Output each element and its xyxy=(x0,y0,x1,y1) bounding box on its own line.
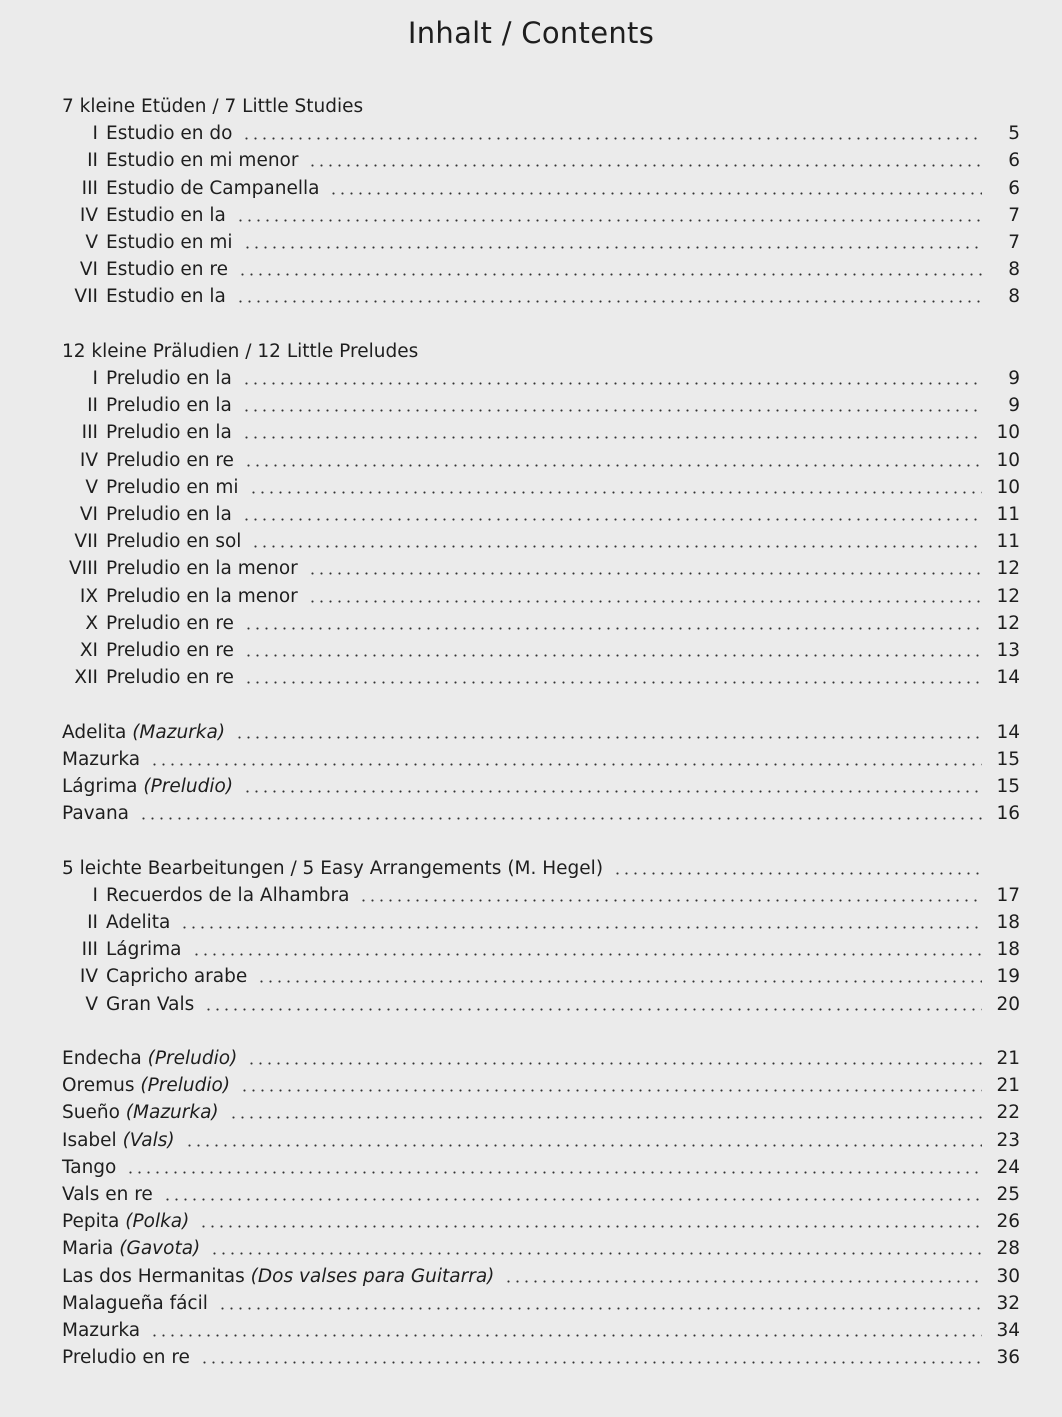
entry-title: Estudio en mi xyxy=(106,232,233,253)
entry-numeral: IV xyxy=(79,449,98,471)
page-number: 22 xyxy=(996,1102,1020,1124)
toc-entry xyxy=(62,720,1020,746)
entry-title: Preludio en la xyxy=(106,422,232,444)
page-number: 17 xyxy=(996,884,1020,906)
page-number: 30 xyxy=(996,1265,1020,1287)
dot-leader xyxy=(242,137,982,140)
page-number: 20 xyxy=(996,993,1020,1015)
toc-entry xyxy=(62,393,1020,419)
section-heading xyxy=(62,856,1020,882)
entry-numeral: VII xyxy=(74,286,98,308)
toc-entry xyxy=(62,148,1020,174)
dot-leader xyxy=(308,600,982,603)
page-number: 19 xyxy=(996,966,1020,988)
toc-entry xyxy=(62,1182,1020,1208)
dot-leader xyxy=(163,1198,982,1201)
page-number: 8 xyxy=(1008,286,1020,308)
section-heading xyxy=(62,94,1020,120)
dot-leader xyxy=(204,1008,982,1011)
dot-leader xyxy=(185,1144,982,1147)
entry-title: Lágrima xyxy=(106,939,182,961)
toc-entry xyxy=(62,964,1020,990)
toc-entry xyxy=(62,801,1020,827)
entry-title: Oremus (Preludio) xyxy=(62,1075,231,1097)
page-number: 21 xyxy=(996,1075,1020,1097)
entry-title: Pavana xyxy=(62,803,130,825)
dot-leader xyxy=(251,545,982,548)
page-number: 12 xyxy=(996,585,1020,607)
dot-leader xyxy=(359,899,982,902)
entry-title: Preludio en re xyxy=(106,449,234,471)
page-number: 8 xyxy=(1008,259,1020,281)
dot-leader xyxy=(199,1225,982,1228)
dot-leader xyxy=(308,572,982,575)
entry-title: Preludio en la xyxy=(106,368,232,389)
dot-leader xyxy=(180,926,982,929)
toc-entry xyxy=(62,992,1020,1018)
entry-title: Estudio en mi menor xyxy=(106,150,299,172)
toc-entry xyxy=(62,665,1020,691)
entry-title: Preludio en la xyxy=(106,504,232,525)
dot-leader xyxy=(150,763,982,766)
entry-numeral: XII xyxy=(74,667,98,689)
page-number: 34 xyxy=(996,1320,1020,1341)
toc-entry xyxy=(62,121,1020,147)
entry-numeral: XI xyxy=(79,640,98,661)
dot-leader xyxy=(242,518,982,521)
dot-leader xyxy=(240,1089,982,1092)
page-number: 21 xyxy=(996,1048,1020,1069)
page-number: 10 xyxy=(996,476,1020,498)
dot-leader xyxy=(238,273,982,276)
dot-leader xyxy=(200,1361,982,1364)
dot-leader xyxy=(242,409,982,412)
dot-leader xyxy=(150,1334,982,1337)
page-number: 10 xyxy=(996,449,1020,471)
dot-leader xyxy=(329,192,982,195)
entry-numeral: II xyxy=(87,395,98,417)
page-number: 9 xyxy=(1008,368,1020,389)
page-number: 12 xyxy=(996,612,1020,634)
entry-subtitle: (Preludio) xyxy=(140,1075,231,1097)
entry-title: Preludio en re xyxy=(106,612,234,634)
entry-subtitle: (Mazurka) xyxy=(125,1102,219,1124)
entry-numeral: X xyxy=(85,612,98,634)
entry-title: Preludio en re xyxy=(106,640,234,661)
page-number: 28 xyxy=(996,1238,1020,1260)
toc-entry xyxy=(62,1046,1020,1072)
page-number: 7 xyxy=(1008,204,1020,226)
page-number: 15 xyxy=(996,776,1020,797)
entry-numeral: VI xyxy=(79,259,98,281)
toc-entry xyxy=(62,1345,1020,1371)
page-number: 18 xyxy=(996,912,1020,933)
entry-subtitle: (Vals) xyxy=(122,1129,175,1151)
page-number: 13 xyxy=(996,640,1020,661)
entry-numeral: IV xyxy=(79,204,98,226)
entry-numeral: IX xyxy=(79,585,98,607)
toc-entry xyxy=(62,638,1020,664)
entry-title: Endecha (Preludio) xyxy=(62,1048,238,1069)
dot-leader xyxy=(235,736,982,739)
toc-entry xyxy=(62,230,1020,256)
dot-leader xyxy=(243,790,982,793)
page-number: 25 xyxy=(996,1184,1020,1205)
dot-leader xyxy=(236,219,982,222)
entry-numeral: VI xyxy=(79,504,98,525)
page-number: 24 xyxy=(996,1156,1020,1178)
entry-subtitle: (Polka) xyxy=(125,1211,190,1233)
entry-title: Isabel (Vals) xyxy=(62,1129,175,1151)
page-number: 9 xyxy=(1008,395,1020,417)
entry-title: Estudio en la xyxy=(106,286,226,308)
toc-entry xyxy=(62,584,1020,610)
dot-leader xyxy=(210,1252,982,1255)
entry-title: Capricho arabe xyxy=(106,966,248,988)
entry-title: Estudio de Campanella xyxy=(106,177,320,199)
entry-title: Preludio en re xyxy=(106,667,234,689)
entry-title: Vals en re xyxy=(62,1184,153,1205)
dot-leader xyxy=(236,300,982,303)
entry-numeral: II xyxy=(87,150,98,172)
dot-leader xyxy=(192,953,983,956)
toc-entry xyxy=(62,502,1020,528)
toc-entry xyxy=(62,529,1020,555)
entry-title: Adelita (Mazurka) xyxy=(62,721,226,743)
entry-numeral: VIII xyxy=(68,558,98,580)
page-number: 7 xyxy=(1008,232,1020,253)
dot-leader xyxy=(243,246,982,249)
toc-entry xyxy=(62,1291,1020,1317)
toc-entry xyxy=(62,774,1020,800)
section-heading-label: 5 leichte Bearbeitungen / 5 Easy Arrangements (M. Hegel) xyxy=(62,857,604,879)
entry-title: Estudio en do xyxy=(106,123,233,145)
page-number: 11 xyxy=(996,504,1020,525)
entry-title: Preludio en mi xyxy=(106,476,239,498)
entry-title: Preludio en sol xyxy=(106,531,242,553)
entry-numeral: III xyxy=(81,177,98,199)
entry-numeral: I xyxy=(92,368,98,389)
toc-entry xyxy=(62,257,1020,283)
entry-numeral: V xyxy=(85,476,98,498)
entry-title: Mazurka xyxy=(62,1320,141,1341)
dot-leader xyxy=(126,1171,982,1174)
page-number: 15 xyxy=(996,748,1020,770)
toc-entry xyxy=(62,1128,1020,1154)
entry-title: Lágrima (Preludio) xyxy=(62,776,234,797)
dot-leader xyxy=(247,1062,982,1065)
entry-numeral: III xyxy=(81,422,98,444)
toc-entry xyxy=(62,910,1020,936)
toc-entry xyxy=(62,203,1020,229)
toc-entry xyxy=(62,366,1020,392)
dot-leader xyxy=(244,464,982,467)
toc-entry xyxy=(62,284,1020,310)
dot-leader xyxy=(244,681,982,684)
page-number: 6 xyxy=(1008,150,1020,172)
entry-subtitle: (Mazurka) xyxy=(132,721,226,743)
section-heading-label: 7 kleine Etüden / 7 Little Studies xyxy=(62,96,364,117)
page-number: 23 xyxy=(996,1129,1020,1151)
entry-title: Pepita (Polka) xyxy=(62,1211,190,1233)
entry-numeral: VII xyxy=(74,531,98,553)
dot-leader xyxy=(613,872,982,875)
page-number: 14 xyxy=(996,721,1020,743)
entry-title: Mazurka xyxy=(62,748,141,770)
entry-numeral: V xyxy=(85,993,98,1015)
dot-leader xyxy=(257,980,982,983)
entry-title: Preludio en la xyxy=(106,395,232,417)
section-heading xyxy=(62,339,1020,365)
page-number: 32 xyxy=(996,1292,1020,1314)
entry-subtitle: (Preludio) xyxy=(147,1048,238,1069)
entry-title: Las dos Hermanitas (Dos valses para Guitarra) xyxy=(62,1265,495,1287)
page-number: 36 xyxy=(996,1347,1020,1369)
page-number: 10 xyxy=(996,422,1020,444)
toc-entry xyxy=(62,448,1020,474)
entry-numeral: IV xyxy=(79,966,98,988)
dot-leader xyxy=(308,164,982,167)
page-number: 18 xyxy=(996,939,1020,961)
page-number: 5 xyxy=(1008,123,1020,145)
toc-entry xyxy=(62,420,1020,446)
entry-numeral: I xyxy=(92,123,98,145)
toc-entry xyxy=(62,1100,1020,1126)
entry-title: Tango xyxy=(62,1156,117,1178)
entry-numeral: I xyxy=(92,884,98,906)
toc-entry xyxy=(62,556,1020,582)
toc-entry xyxy=(62,1073,1020,1099)
entry-title: Preludio en la menor xyxy=(106,558,298,580)
dot-leader xyxy=(244,654,982,657)
entry-title: Estudio en re xyxy=(106,259,228,281)
entry-title: Sueño (Mazurka) xyxy=(62,1102,219,1124)
toc-entry xyxy=(62,1209,1020,1235)
dot-leader xyxy=(218,1307,982,1310)
toc-entry xyxy=(62,611,1020,637)
entry-title: Gran Vals xyxy=(106,993,195,1015)
entry-numeral: II xyxy=(87,912,98,933)
entry-subtitle: (Dos valses para Guitarra) xyxy=(250,1265,495,1287)
section-heading-label: 12 kleine Präludien / 12 Little Preludes xyxy=(62,340,419,362)
entry-title: Estudio en la xyxy=(106,204,226,226)
page-number: 16 xyxy=(996,803,1020,825)
page-number: 12 xyxy=(996,558,1020,580)
toc-entry xyxy=(62,747,1020,773)
entry-title: Preludio en re xyxy=(62,1347,190,1369)
entry-numeral: III xyxy=(81,939,98,961)
dot-leader xyxy=(229,1116,982,1119)
page-number: 6 xyxy=(1008,177,1020,199)
page-number: 14 xyxy=(996,667,1020,689)
page-number: 26 xyxy=(996,1211,1020,1233)
dot-leader xyxy=(249,491,982,494)
toc-entry xyxy=(62,1264,1020,1290)
toc-entry xyxy=(62,1236,1020,1262)
entry-title: Maria (Gavota) xyxy=(62,1238,201,1260)
entry-title: Malagueña fácil xyxy=(62,1292,208,1314)
entry-title: Adelita xyxy=(106,912,171,933)
entry-title: Preludio en la menor xyxy=(106,585,298,607)
page-number: 11 xyxy=(996,531,1020,553)
toc-entry xyxy=(62,1318,1020,1344)
dot-leader xyxy=(242,436,982,439)
page-title: Inhalt / Contents xyxy=(407,16,655,50)
dot-leader xyxy=(139,817,982,820)
dot-leader xyxy=(504,1280,982,1283)
dot-leader xyxy=(244,627,982,630)
toc-entry xyxy=(62,475,1020,501)
entry-numeral: V xyxy=(85,232,98,253)
toc-entry xyxy=(62,937,1020,963)
toc-entry xyxy=(62,176,1020,202)
dot-leader xyxy=(242,382,982,385)
toc-entry xyxy=(62,883,1020,909)
entry-title: Recuerdos de la Alhambra xyxy=(106,884,350,906)
entry-subtitle: (Preludio) xyxy=(143,776,234,797)
toc-entry xyxy=(62,1155,1020,1181)
entry-subtitle: (Gavota) xyxy=(119,1238,201,1260)
